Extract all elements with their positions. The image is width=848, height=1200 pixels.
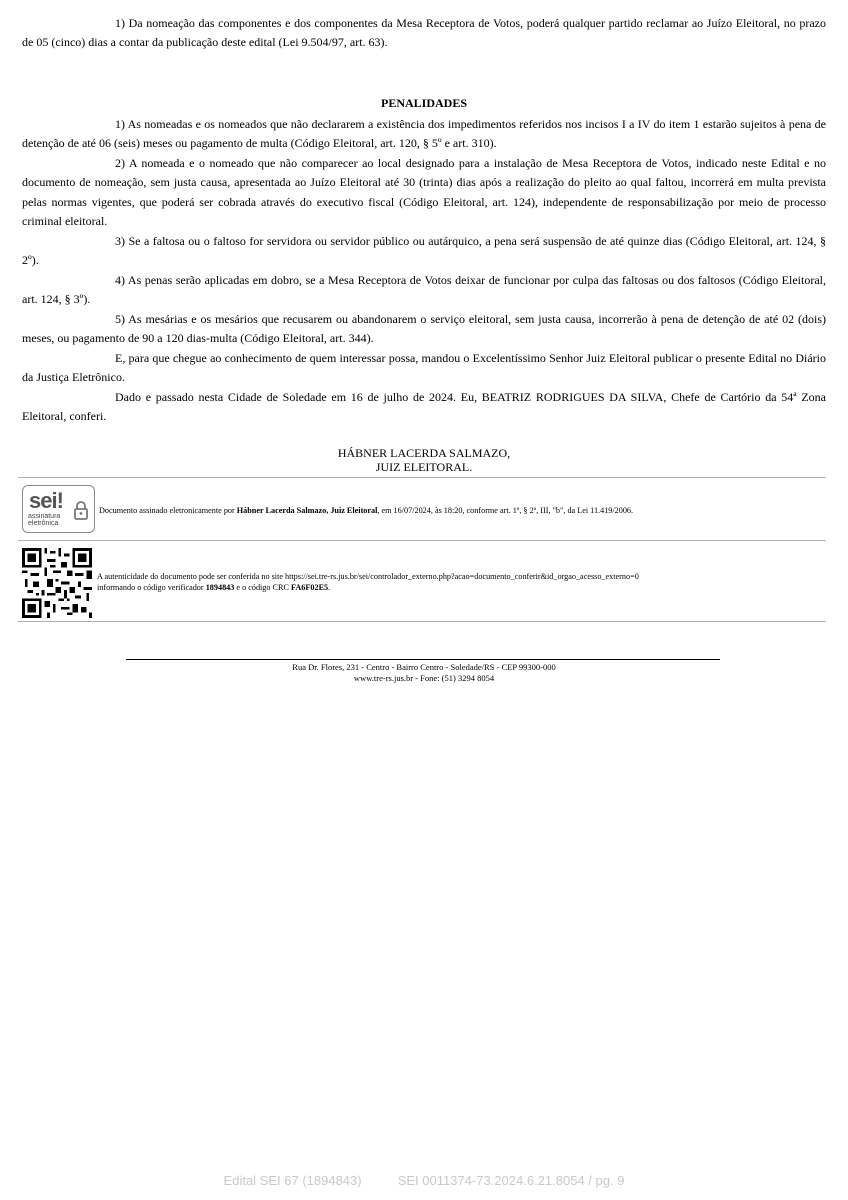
authenticity-line-1: A autenticidade do documento pode ser conferida no site https://sei.tre-rs.jus.br/sei/controlador_externo.php?acao=documento_conferir&id_orgao_acesso_externo=0 xyxy=(97,572,639,581)
closing-paragraph: E, para que chegue ao conhecimento de quem interessar possa, mandou o Excelentíssimo Senhor Juiz Eleitoral publicar o presente Edital no Diário da Justiça Eletrônico. xyxy=(22,351,826,385)
footer-contact: www.tre-rs.jus.br - Fone: (51) 3294 8054 xyxy=(353,673,495,683)
lock-icon xyxy=(73,500,89,520)
footer-address: Rua Dr. Flores, 231 - Centro - Bairro Centro - Soledade/RS - CEP 99300-000 xyxy=(292,662,556,672)
penalty-item-4: 4) As penas serão aplicadas em dobro, se a Mesa Receptora de Votos deixar de funcionar por culpa das faltosas ou dos faltosos (Código Eleitoral, art. 124, § 3º). xyxy=(22,273,826,307)
footer-rule xyxy=(126,659,720,660)
crc-code: FA6F02E5 xyxy=(290,583,329,592)
page-bar-right: SEI 0011374-73.2024.6.21.8054 / pg. 9 xyxy=(397,1173,625,1188)
qr-code xyxy=(22,548,92,618)
signer-name: HÁBNER LACERDA SALMAZO, xyxy=(337,446,511,460)
divider-bottom xyxy=(18,621,826,622)
authenticity-line-2: informando o código verificador 1894843 e o código CRC FA6F02E5. xyxy=(97,583,331,592)
divider-middle xyxy=(18,540,826,541)
dated-paragraph: Dado e passado nesta Cidade de Soledade em 16 de julho de 2024. Eu, BEATRIZ RODRIGUES DA SILVA, Chefe de Cartório da 54ª Zona Eleitoral, conferi. xyxy=(22,390,826,424)
penalidades-heading: PENALIDADES xyxy=(380,96,467,110)
sei-signature-seal xyxy=(22,485,95,533)
verifier-code: 1894843 xyxy=(205,583,235,592)
signature-statement: Documento assinado eletronicamente por Hábner Lacerda Salmazo, Juiz Eleitoral, em 16/07/2024, às 18:20, conforme art. 1º, § 2º, III, "b", da Lei 11.419/2006. xyxy=(99,506,634,515)
seal-subtitle: assinatura eletrônica xyxy=(28,513,61,527)
intro-paragraph: 1) Da nomeação das componentes e dos componentes da Mesa Receptora de Votos, poderá qualquer partido reclamar ao Juízo Eleitoral, no prazo de 05 (cinco) dias a contar da publicação deste edital (Lei 9.504/97, art. 63). xyxy=(22,16,826,50)
penalty-item-3: 3) Se a faltosa ou o faltoso for servidora ou servidor público ou autárquico, a pena será suspensão de até quinze dias (Código Eleitoral, art. 124, § 2º). xyxy=(22,234,826,268)
signer-role: JUIZ ELEITORAL. xyxy=(375,460,473,474)
divider-top xyxy=(18,477,826,478)
seal-logo-text: sei! xyxy=(29,488,63,513)
page-bar-left: Edital SEI 67 (1894843) xyxy=(223,1173,362,1188)
penalty-item-2: 2) A nomeada e o nomeado que não comparecer ao local designado para a instalação de Mesa Receptora de Votos, indicado neste Edital e no documento de nomeação, sem justa causa, apresentada ao Juízo Eleitoral até 30 (trinta) dias após a realização do pleito ao qual faltou, incorrerá em multa prevista pelas normas vigentes, que poderá ser cobrada através do executivo fiscal (Código Eleitoral, art. 124), independente de responsabilização por meio de processo criminal eleitoral. xyxy=(22,156,826,229)
penalty-item-1: 1) As nomeadas e os nomeados que não declararem a existência dos impedimentos referidos nos incisos I a IV do item 1 estarão sujeitos à pena de detenção de até 06 (seis) meses ou pagamento de multa (Código Eleitoral, art. 120, § 5º e art. 310). xyxy=(22,117,826,151)
page-bar xyxy=(0,1173,848,1188)
penalty-item-5: 5) As mesárias e os mesários que recusarem ou abandonarem o serviço eleitoral, sem justa causa, incorrerão à pena de detenção de até 02 (dois) meses, ou pagamento de 90 a 120 dias-multa (Código Eleitoral, art. 344). xyxy=(22,312,826,346)
signer-bold: Hábner Lacerda Salmazo, Juiz Eleitoral xyxy=(236,506,378,515)
